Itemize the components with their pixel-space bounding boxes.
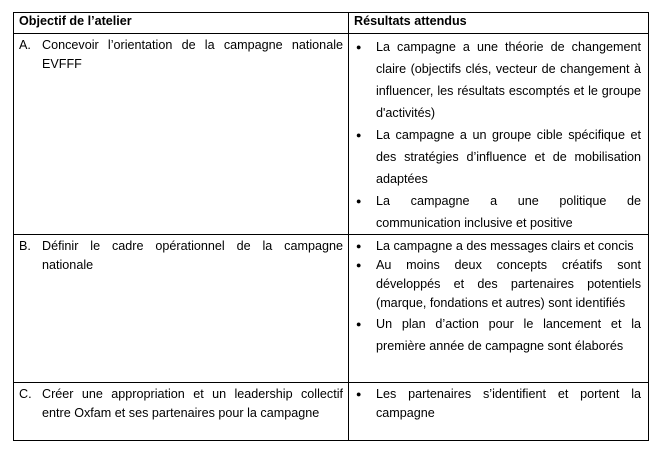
objective-text: Concevoir l’orientation de la campagne nationale EVFFF	[42, 38, 343, 71]
objective-cell	[14, 235, 349, 383]
objective-letter: A.	[19, 38, 31, 52]
table-header-row	[14, 13, 649, 34]
header-objective: Objectif de l’atelier	[14, 13, 349, 34]
bullet-icon: ●	[356, 319, 362, 329]
result-text: Un plan d’action pour le lancement et la première année de campagne sont élaborés	[376, 317, 641, 353]
results-list	[349, 235, 648, 357]
header-results: Résultats attendus	[349, 13, 649, 34]
objective-text: Définir le cadre opérationnel de la campagne nationale	[42, 239, 343, 272]
results-cell	[349, 34, 649, 235]
result-text: La campagne a un groupe cible spécifique et des stratégies d’influence et de mobilisation adaptées	[376, 128, 641, 186]
result-text: Les partenaires s’identifient et portent la campagne	[376, 387, 641, 420]
table-row	[14, 383, 649, 441]
list-item	[354, 313, 641, 357]
bullet-icon: ●	[356, 389, 362, 399]
list-item	[354, 36, 641, 124]
objective-letter: C.	[19, 387, 32, 401]
bullet-icon: ●	[356, 42, 362, 52]
objective-letter: B.	[19, 239, 31, 253]
results-list	[349, 34, 648, 234]
objectives-table	[13, 12, 649, 441]
objective-cell	[14, 383, 349, 441]
result-text: La campagne a des messages clairs et concis	[376, 239, 634, 253]
result-text: La campagne a une politique de communication inclusive et positive	[376, 194, 641, 230]
results-list	[349, 383, 648, 423]
list-item	[354, 124, 641, 190]
table-row	[14, 34, 649, 235]
list-item	[354, 385, 641, 423]
objective-cell	[14, 34, 349, 235]
list-item	[354, 190, 641, 234]
result-text: La campagne a une théorie de changement claire (objectifs clés, vecteur de changement à influencer, les résultats escomptés et le groupe d'activités)	[376, 40, 641, 120]
bullet-icon: ●	[356, 260, 362, 270]
results-cell	[349, 235, 649, 383]
bullet-icon: ●	[356, 196, 362, 206]
list-item	[354, 256, 641, 313]
bullet-icon: ●	[356, 130, 362, 140]
result-text: Au moins deux concepts créatifs sont développés et des partenaires potentiels (marque, fondations et autres) sont identifiés	[376, 258, 641, 310]
list-item	[354, 237, 641, 256]
bullet-icon: ●	[356, 241, 362, 251]
objective-text: Créer une appropriation et un leadership collectif entre Oxfam et ses partenaires pour la campagne	[42, 387, 343, 420]
results-cell	[349, 383, 649, 441]
table-row	[14, 235, 649, 383]
